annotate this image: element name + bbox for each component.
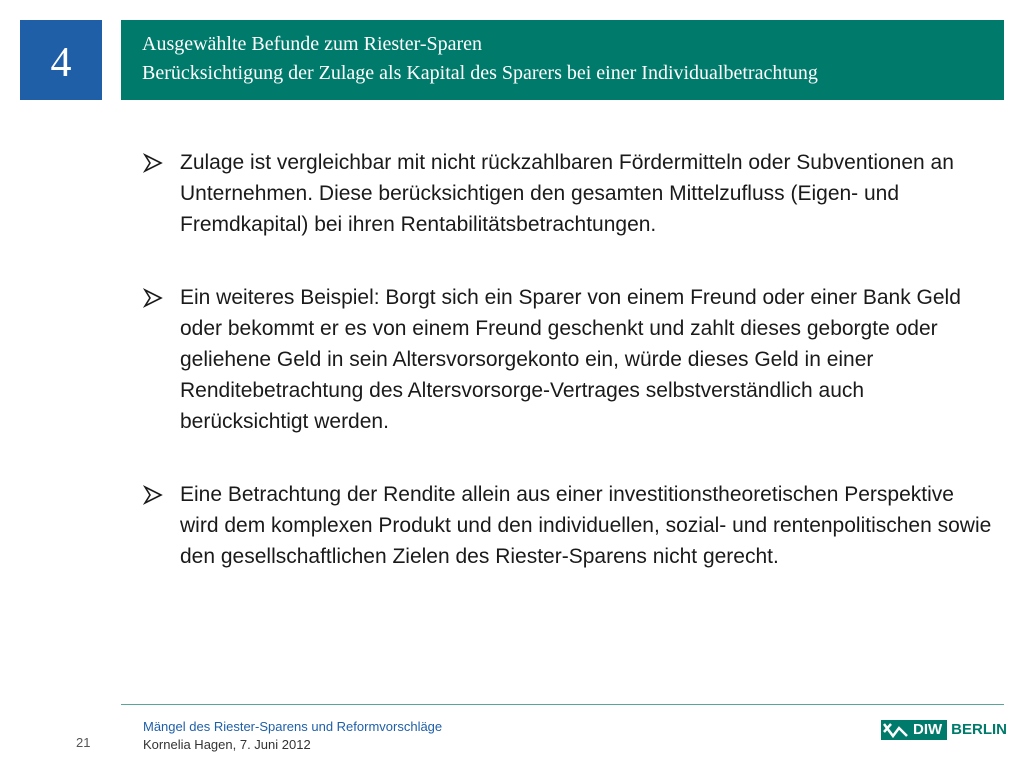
- bullet-list: [143, 147, 993, 614]
- section-number: 4: [50, 40, 72, 86]
- arrow-bullet-icon: [143, 288, 163, 308]
- section-number-box: [20, 20, 102, 100]
- bullet-item: [143, 479, 993, 572]
- presentation-title: Mängel des Riester-Sparens und Reformvorschläge: [143, 719, 443, 734]
- footer-divider: [121, 704, 1004, 705]
- bullet-text: Zulage ist vergleichbar mit nicht rückzahlbaren Fördermitteln oder Subventionen an Unternehmen. Diese berücksichtigen den gesamten Mittelzufluss (Eigen- und Fremdkapital) bei ihren Rentabilitätsbetrachtungen.: [180, 151, 954, 236]
- author-date: Kornelia Hagen, 7. Juni 2012: [143, 737, 311, 752]
- bullet-item: [143, 147, 993, 240]
- header-bar: [121, 20, 1004, 100]
- page-number: 21: [76, 735, 91, 750]
- bullet-text: Ein weiteres Beispiel: Borgt sich ein Sparer von einem Freund oder einer Bank Geld oder bekommt er es von einem Freund geschenkt und zahlt dieses geborgte oder geliehene Geld in sein Altersvorsorgekonto ein, würde dieses Geld in einer Renditebetrachtung des Altersvorsorge-Vertrages selbstverständlich auch berücksichtigt werden.: [180, 286, 961, 433]
- footer-text: [143, 718, 442, 754]
- header-subtitle: Berücksichtigung der Zulage als Kapital des Sparers bei einer Individualbetrachtung: [142, 62, 818, 84]
- logo-berlin-text: BERLIN: [951, 721, 1008, 738]
- arrow-bullet-icon: [143, 153, 163, 173]
- diw-logo-icon: [881, 720, 911, 740]
- diw-berlin-logo: [881, 719, 1007, 741]
- bullet-item: [143, 282, 993, 437]
- logo-diw-text: DIW: [909, 720, 947, 740]
- arrow-bullet-icon: [143, 485, 163, 505]
- header-title: Ausgewählte Befunde zum Riester-Sparen: [142, 33, 483, 55]
- bullet-text: Eine Betrachtung der Rendite allein aus einer investitionstheoretischen Perspektive wird dem komplexen Produkt und den individuellen, sozial- und rentenpolitischen sowie den gesellschaftlichen Zielen des Riester-Sparens nicht gerecht.: [180, 483, 992, 568]
